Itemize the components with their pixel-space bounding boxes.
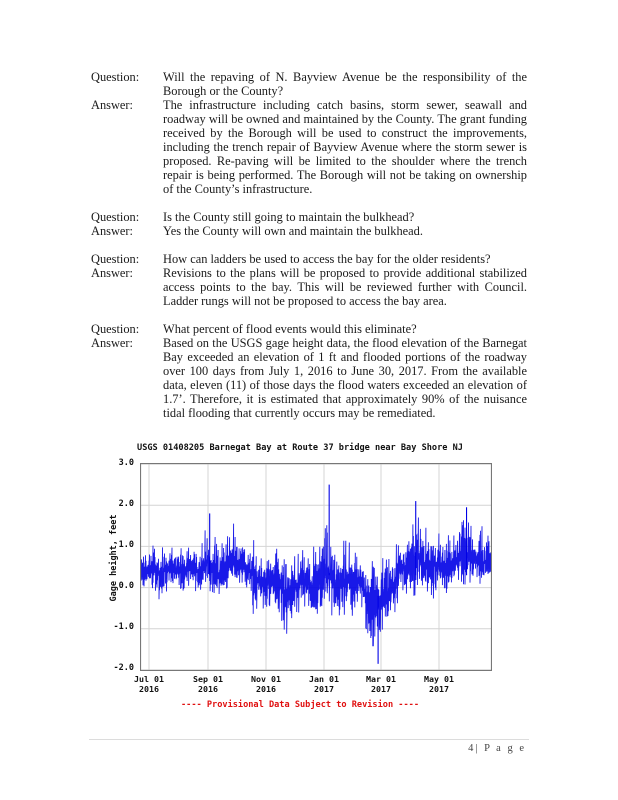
y-tick-label: 0.0 — [118, 581, 134, 591]
x-tick-year: 2017 — [314, 684, 334, 694]
qa-block — [91, 70, 527, 196]
y-tick-label: 1.0 — [118, 540, 134, 550]
page-number: 4 — [468, 743, 476, 754]
y-tick-label: -1.0 — [113, 622, 134, 632]
question-label: Question: — [91, 322, 140, 336]
answer-text: Yes the County will own and maintain the bulkhead. — [163, 224, 423, 238]
page-footer — [468, 743, 526, 754]
chart-title: USGS 01408205 Barnegat Bay at Route 37 bridge near Bay Shore NJ — [137, 443, 463, 453]
x-tick-year: 2016 — [139, 684, 159, 694]
question-label: Question: — [91, 70, 140, 84]
provisional-data-note: ---- Provisional Data Subject to Revision ---- — [181, 700, 419, 710]
x-tick-label — [414, 674, 464, 694]
y-axis-title: Gage height, feet — [109, 514, 119, 602]
x-tick-month: Nov 01 — [251, 674, 281, 684]
x-tick-month: Jan 01 — [309, 674, 339, 684]
plot-area — [140, 463, 492, 671]
answer-text: The infrastructure including catch basins, storm sewer, seawall and roadway will be owned and maintained by the County. The grant funding received by the Borough will be used to construct the improvements, including the trench repair of Bayview Avenue where the storm sewer is proposed. Re-paving will be limited to the shoulder where the trench repair is being performed. The Borough will not be taking on ownership of the County’s infrastructure. — [163, 98, 527, 196]
x-tick-month: Mar 01 — [366, 674, 396, 684]
question-text: What percent of flood events would this eliminate? — [163, 322, 417, 336]
x-tick-label — [299, 674, 349, 694]
answer-label: Answer: — [91, 98, 133, 112]
gage-height-chart — [100, 440, 500, 720]
page-label: | P a g e — [475, 743, 526, 754]
answer-label: Answer: — [91, 266, 133, 280]
qa-block — [91, 210, 527, 238]
question-text: Is the County still going to maintain the bulkhead? — [163, 210, 415, 224]
answer-label: Answer: — [91, 336, 133, 350]
x-tick-label — [356, 674, 406, 694]
question-label: Question: — [91, 210, 140, 224]
answer-text: Revisions to the plans will be proposed to provide additional stabilized access points to the bay. This will be reviewed further with Council. Ladder rungs will not be proposed to access the bay area. — [163, 266, 527, 308]
qa-block — [91, 322, 527, 420]
qa-block — [91, 252, 527, 308]
answer-label: Answer: — [91, 224, 133, 238]
y-tick-label: 2.0 — [118, 499, 134, 509]
footer-divider — [89, 739, 529, 740]
y-tick-label: 3.0 — [118, 458, 134, 468]
x-tick-label — [183, 674, 233, 694]
answer-text: Based on the USGS gage height data, the flood elevation of the Barnegat Bay exceeded an elevation of 1 ft and flooded portions of the roadway over 100 days from July 1, 2016 to June 30, 2017. From the available data, eleven (11) of those days the flood waters exceeded an elevation of 1.7’. Therefore, it is estimated that approximately 90% of the nuisance tidal flooding that currently occurs may be remediated. — [163, 336, 527, 420]
x-tick-label — [241, 674, 291, 694]
x-tick-month: Sep 01 — [193, 674, 223, 684]
x-tick-year: 2017 — [429, 684, 449, 694]
question-label: Question: — [91, 252, 140, 266]
x-tick-month: Jul 01 — [134, 674, 164, 684]
question-text: Will the repaving of N. Bayview Avenue be the responsibility of the Borough or the County? — [163, 70, 527, 98]
x-tick-year: 2016 — [198, 684, 218, 694]
x-tick-label — [124, 674, 174, 694]
x-tick-month: May 01 — [424, 674, 454, 684]
y-tick-label: -2.0 — [113, 663, 134, 673]
x-tick-year: 2016 — [256, 684, 276, 694]
question-text: How can ladders be used to access the bay for the older residents? — [163, 252, 491, 266]
x-tick-year: 2017 — [371, 684, 391, 694]
